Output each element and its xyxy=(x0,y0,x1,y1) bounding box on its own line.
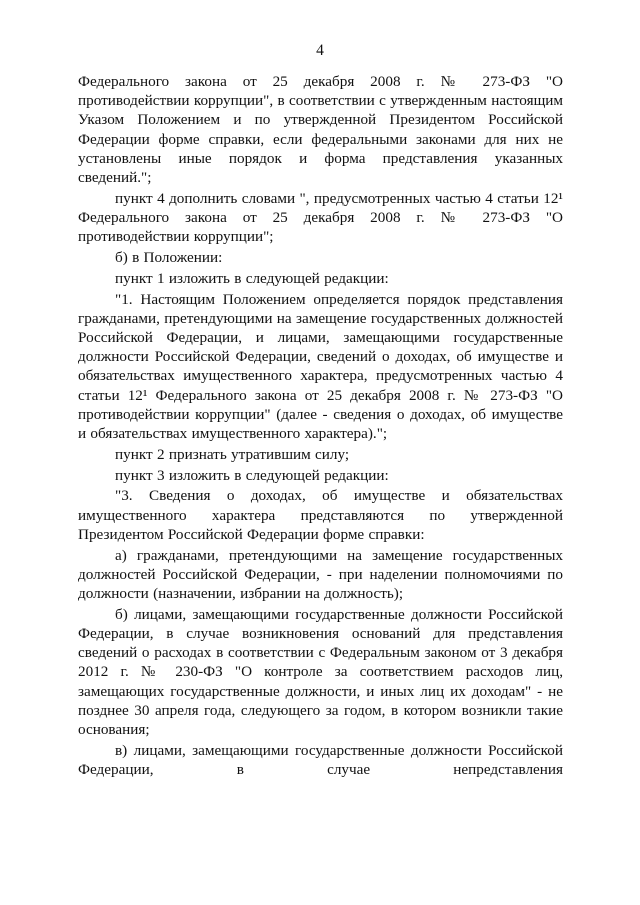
paragraph: пункт 1 изложить в следующей редакции: xyxy=(115,269,389,287)
paragraph: в) лицами, замещающими государственные должности Российской Федерации, в случае непредставления xyxy=(78,741,563,779)
paragraph: "1. Настоящим Положением определяется порядок представления гражданами, претендующими на замещение государственных должностей Российской Федерации, и лицами, замещающими государственные должности Российской Федерации, сведений о доходах, об имуществе и обязательствах имущественного характера, предусмотренных частью 4 статьи 12¹ Федерального закона от 25 декабря 2008 г. № 273-ФЗ "О противодействии коррупции" (далее - сведения о доходах, об имуществе и обязательствах имущественного характера)."; xyxy=(78,290,563,443)
paragraph: б) в Положении: xyxy=(115,249,223,267)
document-body xyxy=(78,72,563,779)
page-number: 4 xyxy=(316,42,324,59)
paragraph: пункт 4 дополнить словами ", предусмотренных частью 4 статьи 12¹ Федерального закона от 25 декабря 2008 г. № 273-ФЗ "О противодействии коррупции"; xyxy=(78,189,563,246)
paragraph: "3. Сведения о доходах, об имуществе и обязательствах имущественного характера представляются по утвержденной Президентом Российской Федерации форме справки: xyxy=(78,487,563,543)
paragraph: б) лицами, замещающими государственные должности Российской Федерации, в случае возникновения оснований для представления сведений о расходах в соответствии с Федеральным законом от 3 декабря 2012 г. № 230-ФЗ "О контроле за соответствием расходов лиц, замещающих государственные должности, и иных лиц их доходам" - не позднее 30 апреля года, следующего за годом, в котором возникли такие основания; xyxy=(78,605,563,739)
paragraph: а) гражданами, претендующими на замещение государственных должностей Российской Федерации, - при наделении полномочиями по должности (назначении, избрании на должность); xyxy=(78,546,563,603)
paragraph: Федерального закона от 25 декабря 2008 г. № 273-ФЗ "О противодействии коррупции", в соответствии с утвержденным настоящим Указом Положением и по утвержденной Президентом Российской Федерации форме справки, если федеральными законами для них не установлены иные порядок и форма представления указанных сведений."; xyxy=(78,73,563,187)
paragraph: пункт 3 изложить в следующей редакции: xyxy=(115,466,389,484)
paragraph: пункт 2 признать утратившим силу; xyxy=(115,445,350,463)
